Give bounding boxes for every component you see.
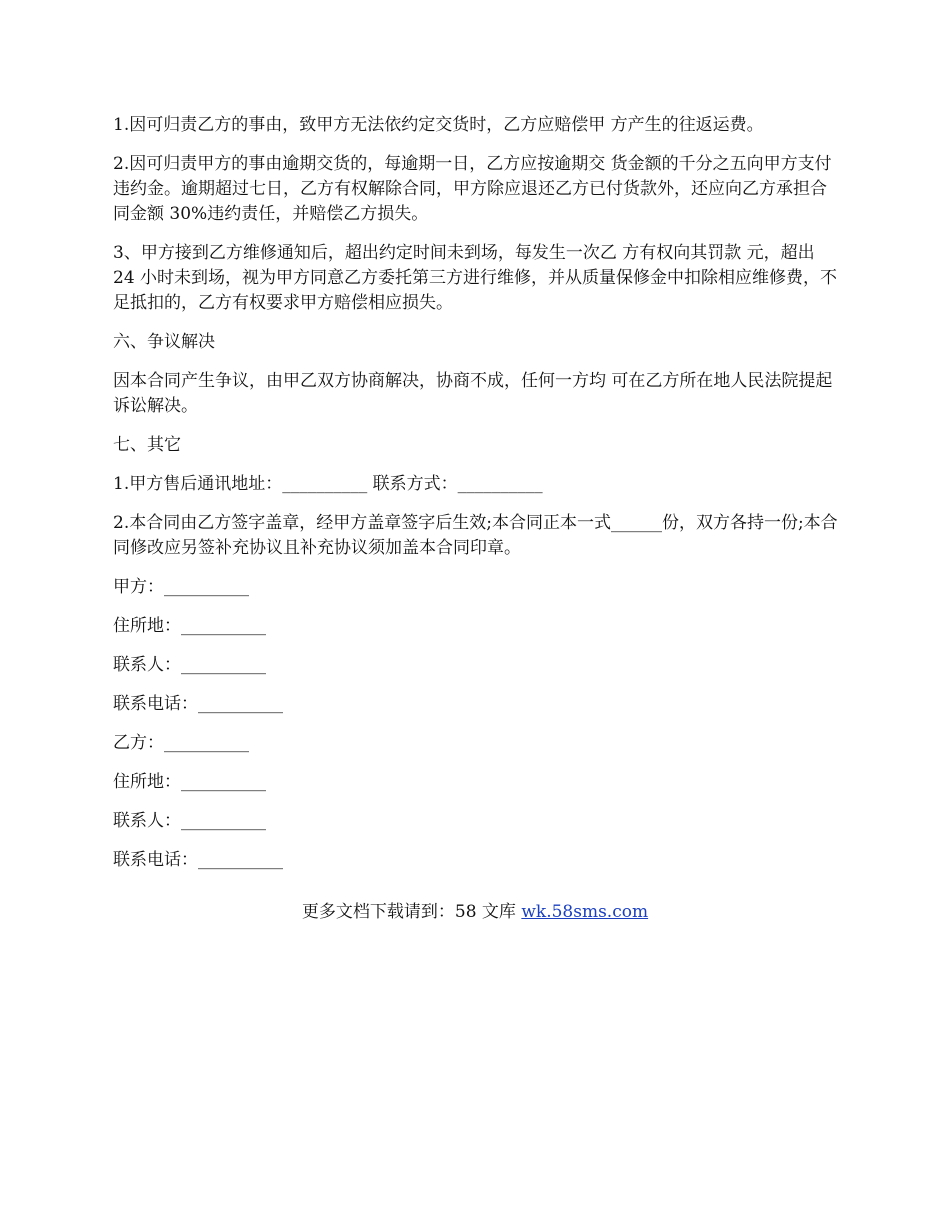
download-footer [0, 900, 950, 925]
party-a-address: 住所地：__________ [113, 616, 266, 636]
party-a-contact-person: 联系人：__________ [113, 655, 266, 675]
party-b-contact-person: 联系人：__________ [113, 811, 266, 831]
party-b-address: 住所地：__________ [113, 772, 266, 792]
other-clause-1-contact: 1.甲方售后通讯地址：__________ 联系方式：__________ [113, 474, 543, 494]
footer-link[interactable]: wk.58sms.com [521, 902, 649, 922]
clause-1-freight-compensation: 1.因可归责乙方的事由，致甲方无法依约定交货时，乙方应赔偿甲 方产生的往返运费。 [113, 115, 764, 135]
party-a-label: 甲方：__________ [113, 577, 249, 597]
party-b-label: 乙方：__________ [113, 733, 249, 753]
dispute-resolution-text: 因本合同产生争议，由甲乙双方协商解决，协商不成，任何一方均 可在乙方所在地人民法院提起诉讼解决。 [113, 371, 833, 416]
document-body [113, 113, 838, 887]
other-clause-2-effectiveness: 2.本合同由乙方签字盖章，经甲方盖章签字后生效;本合同正本一式______份，双方各持一份;本合同修改应另签补充协议且补充协议须加盖本合同印章。 [113, 513, 838, 558]
party-a-phone: 联系电话：__________ [113, 694, 283, 714]
clause-3-repair-penalty: 3、甲方接到乙方维修通知后，超出约定时间未到场，每发生一次乙 方有权向其罚款 元，超出 24 小时未到场，视为甲方同意乙方委托第三方进行维修，并从质量保修金中扣除相应维修费，不足抵扣的，乙方有权要求甲方赔偿相应损失。 [113, 243, 838, 313]
party-b-phone: 联系电话：__________ [113, 850, 283, 870]
footer-text: 更多文档下载请到：58 文库 [301, 902, 522, 922]
section-heading-dispute-resolution: 六、争议解决 [113, 332, 215, 352]
section-heading-other: 七、其它 [113, 435, 181, 455]
clause-2-late-delivery-penalty: 2.因可归责甲方的事由逾期交货的，每逾期一日，乙方应按逾期交 货金额的千分之五向甲方支付违约金。逾期超过七日，乙方有权解除合同，甲方除应退还乙方已付货款外，还应向乙方承担合同金额 30%违约责任，并赔偿乙方损失。 [113, 154, 832, 224]
